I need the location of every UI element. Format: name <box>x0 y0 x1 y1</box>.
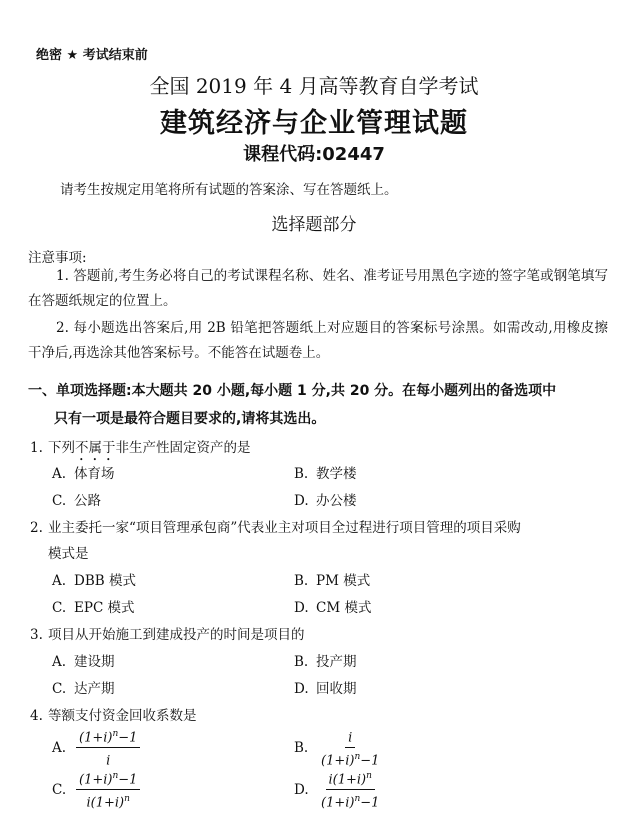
question-number: 4. <box>30 708 43 724</box>
option-text: DBB 模式 <box>74 573 136 589</box>
formula-fraction <box>318 726 382 770</box>
option-b <box>294 650 357 670</box>
option-text: 达产期 <box>74 681 115 697</box>
option-label: D. <box>294 681 309 697</box>
option-label: B. <box>294 573 309 589</box>
option-label: B. <box>294 654 309 670</box>
fraction-numerator: $(1+i)^n-1$ <box>76 768 140 790</box>
part-title: 选择题部分 <box>271 215 357 235</box>
fraction-numerator: $i(1+i)^n$ <box>326 768 375 790</box>
note-item-2: 2. 每小题选出答案后,用 2B 铅笔把答题纸上对应题目的答案标号涂黑。如需改动,用橡皮擦干净后,再选涂其他答案标号。不能答在试题卷上。 <box>28 320 608 361</box>
question-4 <box>30 704 197 724</box>
notes-title: 注意事项: <box>28 250 87 266</box>
formula-fraction <box>318 768 382 812</box>
question-text-post: 非生产性固定资产的是 <box>115 440 251 456</box>
option-b <box>294 569 370 589</box>
question-text: 项目从开始施工到建成投产的时间是项目的 <box>48 627 305 643</box>
fraction-denominator: i <box>106 753 111 769</box>
option-label: D. <box>294 781 309 798</box>
exam-title: 全国 2019 年 4 月高等教育自学考试 <box>149 74 479 98</box>
option-label: C. <box>52 681 67 697</box>
section-heading-cont: 只有一项是最符合题目要求的,请将其选出。 <box>54 411 326 427</box>
question-text-cont: 模式是 <box>48 546 89 562</box>
option-label: C. <box>52 493 67 509</box>
question-emphasis: 不属于 <box>75 440 116 456</box>
option-label: B. <box>294 466 309 482</box>
option-d <box>294 489 357 509</box>
option-label: C. <box>52 781 67 798</box>
instruction-text: 请考生按规定用笔将所有试题的答案涂、写在答题纸上。 <box>60 182 398 198</box>
option-c <box>52 677 115 697</box>
option-d <box>294 596 371 616</box>
option-label: B. <box>294 739 309 756</box>
note-item-1: 1. 答题前,考生务必将自己的考试课程名称、姓名、准考证号用黑色字迹的签字笔或钢笔填写在答题纸规定的位置上。 <box>28 268 608 309</box>
option-text: 回收期 <box>316 681 357 697</box>
fraction-denominator: $(1+i)^n-1$ <box>321 752 380 769</box>
option-text: 体育场 <box>74 466 115 482</box>
question-text-pre: 下列 <box>48 440 75 456</box>
question-2 <box>30 516 521 536</box>
option-text: 投产期 <box>316 654 357 670</box>
option-text: CM 模式 <box>316 600 372 616</box>
option-a <box>52 726 140 770</box>
option-b <box>294 726 382 770</box>
confidential-label: 绝密 ★ 考试结束前 <box>36 48 148 63</box>
formula-fraction <box>76 726 140 770</box>
option-label: C. <box>52 600 67 616</box>
option-c <box>52 489 101 509</box>
option-text: 建设期 <box>74 654 115 670</box>
question-number: 1. <box>30 440 43 456</box>
course-code: 课程代码:02447 <box>243 144 385 165</box>
option-label: D. <box>294 600 309 616</box>
section-heading: 一、单项选择题:本大题共 20 小题,每小题 1 分,共 20 分。在每小题列出的备选项中 <box>28 383 557 399</box>
option-text: EPC 模式 <box>74 600 135 616</box>
question-number: 2. <box>30 520 43 536</box>
option-label: A. <box>52 573 67 589</box>
option-label: A. <box>52 654 67 670</box>
formula-fraction <box>76 768 140 812</box>
option-c <box>52 768 140 812</box>
option-text: 办公楼 <box>316 493 357 509</box>
option-label: D. <box>294 493 309 509</box>
option-c <box>52 596 135 616</box>
question-number: 3. <box>30 627 43 643</box>
option-d <box>294 768 382 812</box>
option-a <box>52 569 136 589</box>
option-a <box>52 462 115 482</box>
fraction-denominator: $i(1+i)^n$ <box>86 794 130 811</box>
question-3 <box>30 623 305 643</box>
fraction-numerator: i <box>345 726 355 748</box>
option-text: 教学楼 <box>316 466 357 482</box>
option-text: 公路 <box>74 493 101 509</box>
question-text: 业主委托一家“项目管理承包商”代表业主对项目全过程进行项目管理的项目采购 <box>48 520 521 536</box>
option-label: A. <box>52 466 67 482</box>
paper-title: 建筑经济与企业管理试题 <box>160 108 468 139</box>
question-1 <box>30 436 251 464</box>
option-label: A. <box>52 739 67 756</box>
option-a <box>52 650 115 670</box>
option-text: PM 模式 <box>316 573 371 589</box>
question-text: 等额支付资金回收系数是 <box>48 708 197 724</box>
fraction-denominator: $(1+i)^n-1$ <box>321 794 380 811</box>
option-d <box>294 677 357 697</box>
option-b <box>294 462 357 482</box>
fraction-numerator: $(1+i)^n-1$ <box>76 726 140 748</box>
